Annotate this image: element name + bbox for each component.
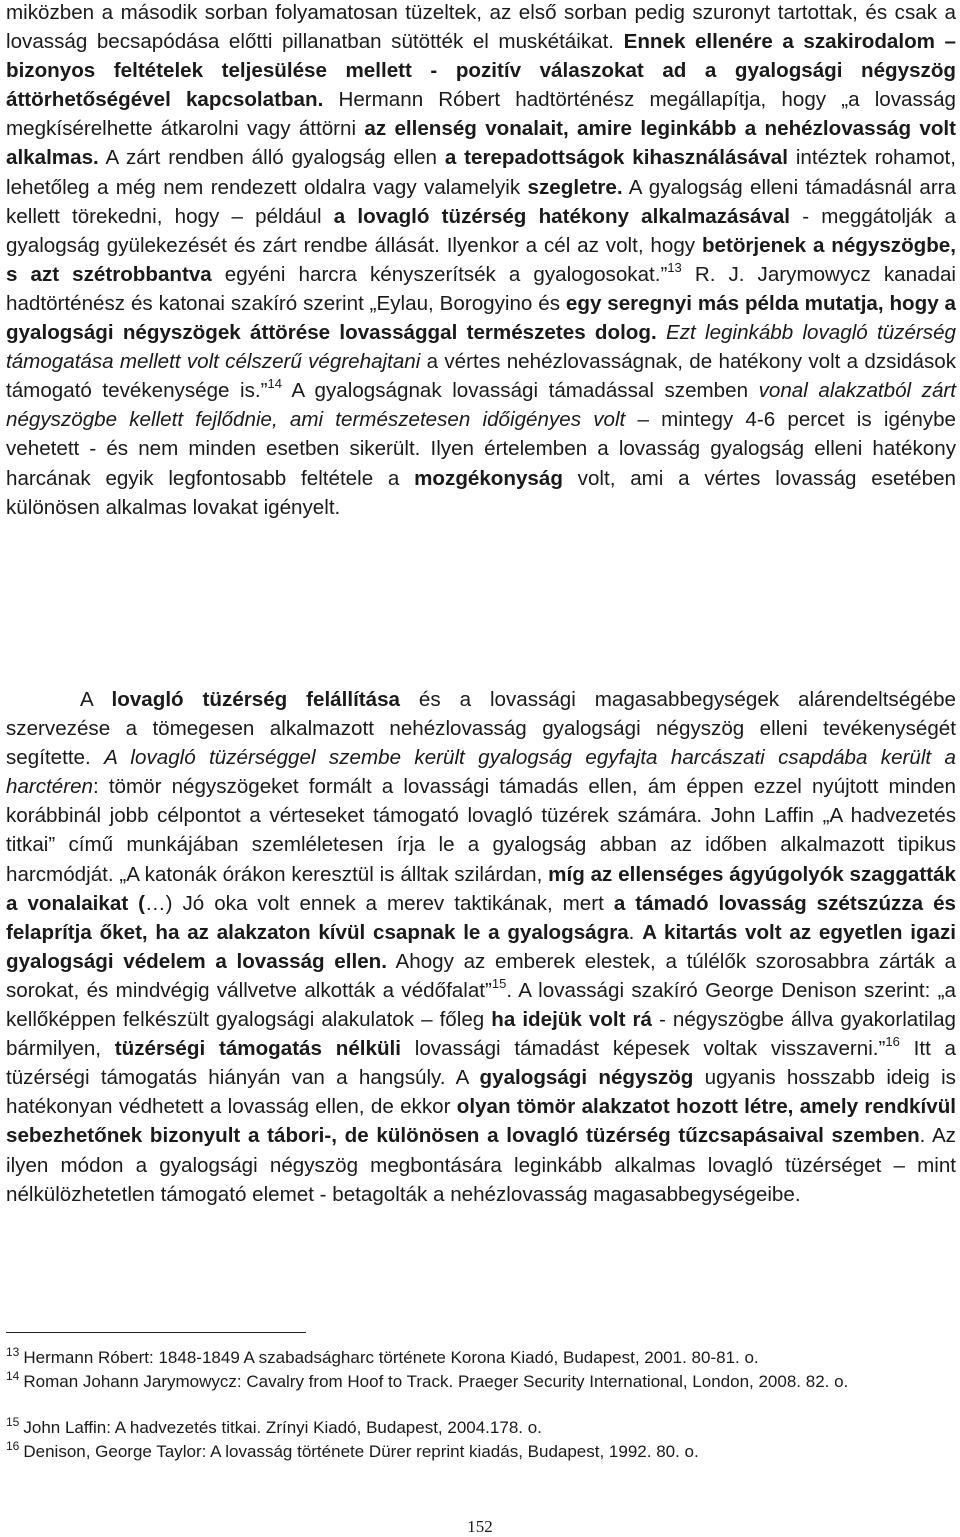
text-run: - meggátolják a gyalogság gyülekezését és zárt rendbe állását. Ilyenkor a cél az volt, hogy [6, 204, 956, 257]
text-run: . Az ilyen módon a gyalogsági négyszög megbontására leginkább alkalmas lovagló tüzérséget – mint nélkülözhetetlen támogató elemet - betagolták a nehézlovasság magasabbegységeibe. [6, 1124, 956, 1206]
text-run [657, 321, 666, 344]
text-run: Hermann Róbert hadtörténész megállapítja, hogy „a lovasság megkísérelhette átkarolni vagy áttörni [6, 88, 956, 141]
text-run: miközben a második sorban folyamatosan tüzeltek, az első sorban pedig szuronyt tartottak, és csak a lovasság becsapódása előtti pillanatban sütötték el muskétáikat. [6, 1, 956, 54]
text-run: A gyalogságnak lovassági támadással szemben [281, 379, 759, 403]
bold-text-run: a támadó lovasság szétszúzza és felaprítja őket, ha az alakzaton kívül csapnak le a gyalogságra [6, 891, 956, 944]
bold-text-run: Ennek ellenére a szakirodalom – bizonyos feltételek teljesülése mellett - pozitív válaszokat ad a gyalogsági négyszög áttörhetőségével kapcsolatban. [6, 30, 957, 112]
footnote-reference: 15 [491, 975, 507, 991]
bold-text-run: a lovagló tüzérség hatékony alkalmazásával [333, 204, 791, 228]
text-run: A [80, 688, 112, 711]
text-run: és a lovassági magasabbegységek alárendeltségébe szervezése a tömegesen alkalmazott nehézlovasság gyalogsági négyszög elleni tevékenységét segítette. [6, 688, 956, 770]
footnote-13 [6, 1347, 956, 1369]
text-run: Ahogy az emberek elestek, a túlélők szorosabbra zárták a sorokat, és mindvégig vállvetve alkották a védőfalat” [6, 949, 957, 1002]
bold-text-run: olyan tömör alakzatot hozott létre, amely rendkívül sebezhetőnek bizonyult a tábori-, de különösen a lovagló tüzérség tűzcsapásaival szemben [6, 1095, 956, 1148]
text-run: . A lovassági szakíró George Denison szerint: „a kellőképpen felkészült gyalogsági alakulatok – főleg [6, 978, 956, 1032]
footnote-separator [6, 1332, 306, 1333]
footnote-number: 15 [6, 1415, 20, 1429]
footnote-16 [6, 1441, 956, 1463]
footnote-number: 13 [6, 1345, 20, 1359]
italic-text-run: A lovagló tüzérséggel szembe került gyalogság egyfajta harcászati csapdába került a harctéren [6, 746, 956, 799]
text-run: A zárt rendben álló gyalogság ellen [98, 146, 445, 170]
text-run: ugyanis hosszabb ideig is hatékonyan védhetett a lovasság ellen, de ekkor [6, 1066, 956, 1119]
bold-text-run: szegletre. [527, 175, 623, 199]
text-run: . [628, 920, 643, 944]
text-run: R. J. Jarymowycz kanadai hadtörténész és katonai szakíró szerint „Eylau, Borogyino és [6, 262, 956, 315]
text-run: Itt a tüzérségi támogatás hiányán van a hangsúly. A [6, 1037, 957, 1090]
text-run: - négyszögbe állva gyakorlatilag bármilyen, [6, 1008, 957, 1061]
bold-text-run: lovagló tüzérség felállítása [111, 688, 401, 711]
bold-text-run: betörjenek a négyszögbe, s azt szétrobbantva [6, 233, 956, 286]
bold-text-run: mozgékonyság [414, 466, 563, 490]
bold-text-run: gyalogsági négyszög [479, 1066, 694, 1090]
bold-text-run: egy seregnyi más példa mutatja, hogy a gyalogsági négyszögek áttörése lovassággal természetes dolog. [6, 291, 956, 345]
footnote-text: Hermann Róbert: 1848-1849 A szabadságharc története Korona Kiadó, Budapest, 2001. 80-81. o. [23, 1348, 759, 1367]
text-run: A gyalogság elleni támadásnál arra kellett törekedni, hogy – például [6, 175, 956, 228]
bold-text-run: tüzérségi támogatás nélküli [114, 1037, 401, 1061]
body-paragraph-1 [6, 0, 956, 522]
footnote-number: 16 [6, 1439, 20, 1453]
italic-text-run: vonal alakzatból zárt négyszögbe kellett fejlődnie, ami természetesen időigényes volt [6, 379, 956, 432]
footnote-15 [6, 1417, 956, 1439]
footnote-text: John Laffin: A hadvezetés titkai. Zrínyi Kiadó, Budapest, 2004.178. o. [23, 1418, 542, 1437]
bold-text-run: míg az ellenséges ágyúgolyók szaggatták a vonalaikat ( [6, 862, 956, 915]
bold-text-run: az ellenség vonalait, amire leginkább a nehézlovasság volt alkalmas. [6, 117, 956, 170]
body-paragraph-2 [6, 685, 956, 1209]
footnote-reference: 14 [267, 376, 282, 392]
footnote-text: Denison, George Taylor: A lovasság története Dürer reprint kiadás, Budapest, 1992. 80. o. [23, 1442, 699, 1461]
footnote-14 [6, 1371, 956, 1393]
bold-text-run: A kitartás volt az egyetlen igazi gyalogsági védelem a lovasság ellen. [6, 920, 956, 973]
footnote-number: 14 [6, 1369, 20, 1383]
text-run: volt, ami a vértes lovasság esetében különösen alkalmas lovakat igényelt. [6, 466, 956, 519]
footnote-reference: 16 [885, 1034, 900, 1050]
bold-text-run: a terepadottságok kihasználásával [444, 146, 788, 170]
text-run: – mintegy 4-6 percet is igénybe vehetett - és nem minden esetben sikerült. Ilyen értelemben a lovasság gyalogság elleni hatékony harcának egyik legfontosabb feltétele a [6, 408, 957, 490]
text-run: …) Jó oka volt ennek a merev taktikának, mert [145, 891, 614, 915]
text-run: : tömör négyszögeket formált a lovassági támadás ellen, ám éppen ezzel nyújtott minden korábbinál jobb célpontot a vérteseket támogató lovagló tüzérek számára. John Laffin „A hadvezetés titkai” című munkájában szemléletesen írja le a gyalogság abban az időben alkalmazott tipikus harcmódját. „A katonák órákon keresztül is álltak szilárdan, [6, 775, 956, 886]
page-number: 152 [467, 1517, 493, 1536]
footnote-text: Roman Johann Jarymowycz: Cavalry from Hoof to Track. Praeger Security International, London, 2008. 82. o. [23, 1372, 849, 1391]
italic-text-run: Ezt leginkább lovagló tüzérség támogatása mellett volt célszerű végrehajtani [6, 321, 956, 374]
text-run: a vértes nehézlovasságnak, de hatékony volt a dzsidások támogató tevékenysége is.” [6, 350, 956, 403]
text-run: egyéni harcra kényszerítsék a gyalogosokat.” [211, 262, 668, 286]
text-run: intéztek rohamot, lehetőleg a még nem rendezett oldalra vagy valamelyik [6, 146, 956, 199]
footnote-reference: 13 [667, 259, 682, 275]
bold-text-run: ha idejük volt rá [491, 1008, 652, 1032]
text-run: lovassági támadást képesek voltak visszaverni.” [400, 1037, 886, 1061]
